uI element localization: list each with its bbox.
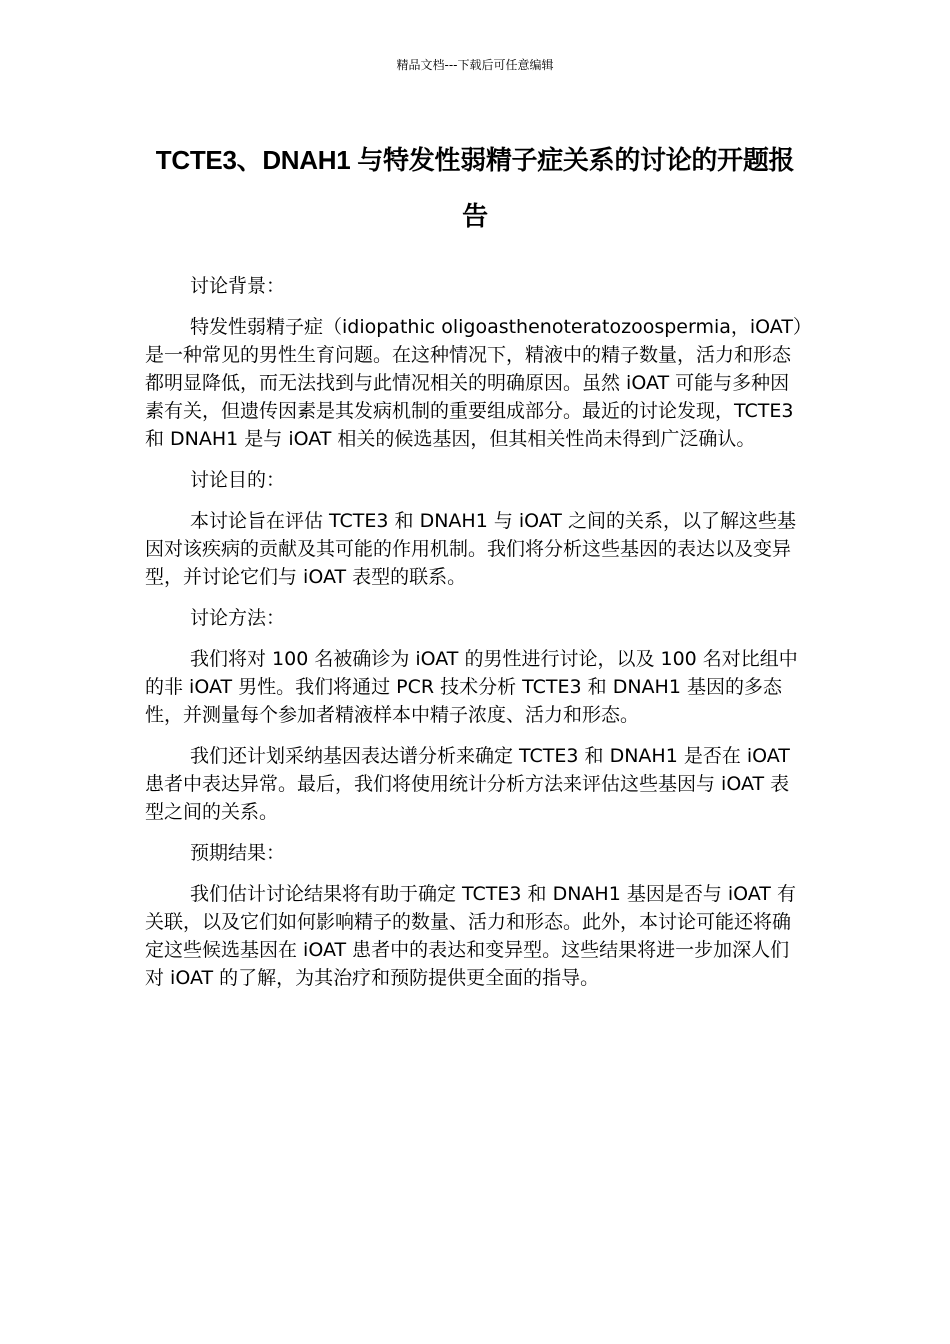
header-note: 精品文档---下载后可任意编辑 xyxy=(396,58,554,72)
document-title: TCTE3、DNAH1 与特发性弱精子症关系的讨论的开题报告 xyxy=(155,145,795,231)
section-heading: 讨论背景： xyxy=(190,275,286,297)
section-heading: 预期结果： xyxy=(190,842,286,864)
section-expected-results xyxy=(145,839,805,992)
section-heading: 讨论目的： xyxy=(190,469,286,491)
section-heading: 讨论方法： xyxy=(190,607,286,629)
section-paragraph: 我们估计讨论结果将有助于确定 TCTE3 和 DNAH1 基因是否与 iOAT 有关联，以及它们如何影响精子的数量、活力和形态。此外，本讨论可能还将确定这些候选基因在 iOAT 患者中的表达和变异型。这些结果将进一步加深人们对 iOAT 的了解，为其治疗和预防提供更全面的指导。 xyxy=(145,883,796,989)
section-paragraph: 本讨论旨在评估 TCTE3 和 DNAH1 与 iOAT 之间的关系，以了解这些基因对该疾病的贡献及其可能的作用机制。我们将分析这些基因的表达以及变异型，并讨论它们与 iOAT 表型的联系。 xyxy=(145,510,796,588)
section-paragraph: 特发性弱精子症（idiopathic oligoasthenoteratozoospermia，iOAT）是一种常见的男性生育问题。在这种情况下，精液中的精子数量，活力和形态都明显降低，而无法找到与此情况相关的明确原因。虽然 iOAT 可能与多种因素有关，但遗传因素是其发病机制的重要组成部分。最近的讨论发现，TCTE3 和 DNAH1 是与 iOAT 相关的候选基因，但其相关性尚未得到广泛确认。 xyxy=(145,316,803,450)
section-paragraph: 我们将对 100 名被确诊为 iOAT 的男性进行讨论，以及 100 名对比组中的非 iOAT 男性。我们将通过 PCR 技术分析 TCTE3 和 DNAH1 基因的多态性，并测量每个参加者精液样本中精子浓度、活力和形态。 xyxy=(145,648,798,726)
section-methods xyxy=(145,604,805,826)
section-background xyxy=(145,272,805,453)
section-paragraph: 我们还计划采纳基因表达谱分析来确定 TCTE3 和 DNAH1 是否在 iOAT 患者中表达异常。最后，我们将使用统计分析方法来评估这些基因与 iOAT 表型之间的关系。 xyxy=(145,745,790,823)
document-body xyxy=(145,272,805,1005)
section-objective xyxy=(145,466,805,591)
